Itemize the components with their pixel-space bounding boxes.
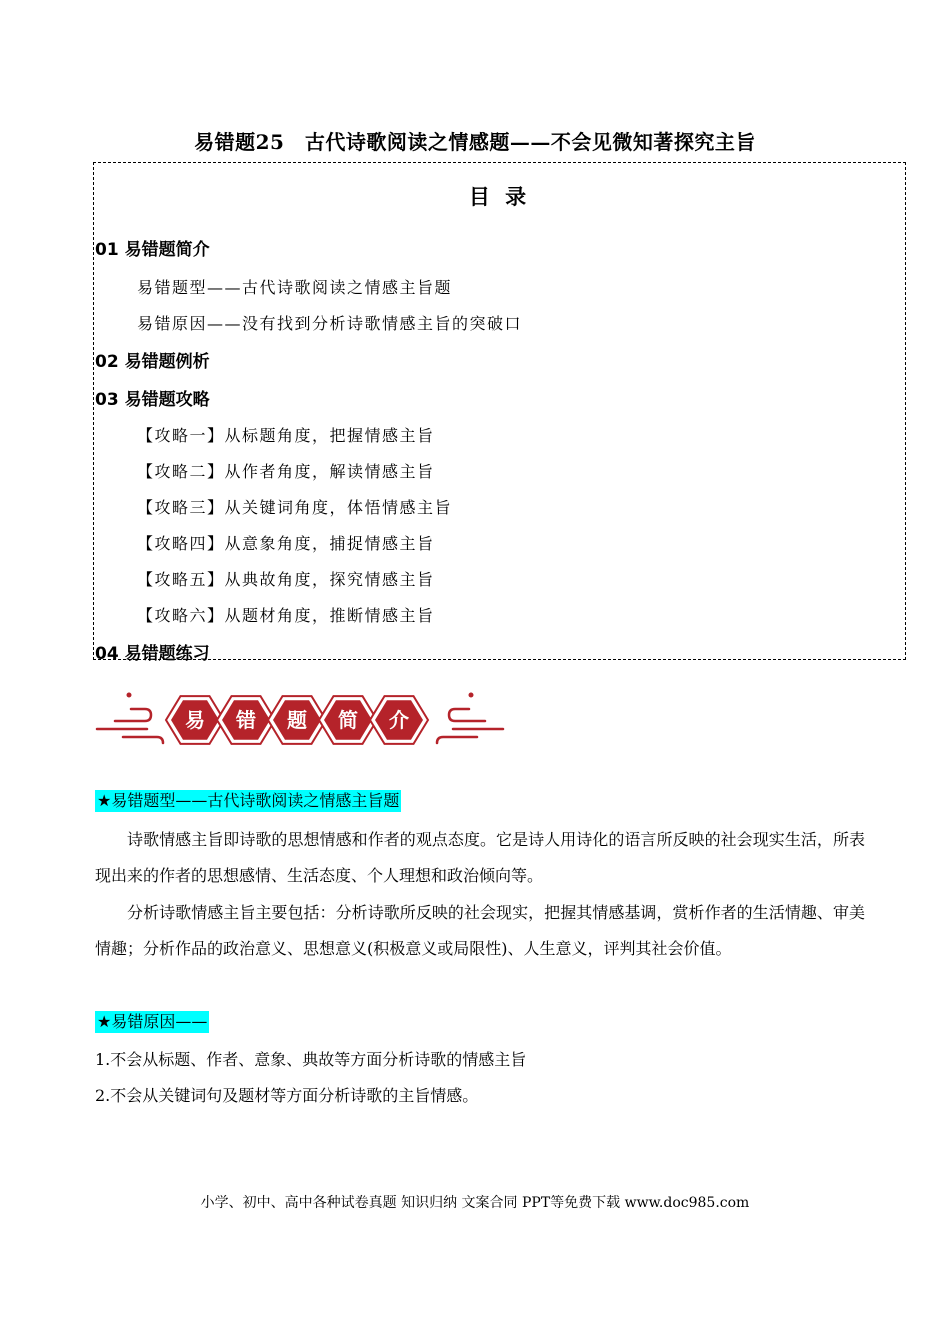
error-cause-item-1: 1.不会从标题、作者、意象、典故等方面分析诗歌的情感主旨 (95, 1050, 527, 1069)
section-heading-question-type: ★易错题型——古代诗歌阅读之情感主旨题 (97, 791, 400, 810)
banner-character: 易 (185, 708, 205, 732)
toc-item-strategy-5[interactable]: 【攻略五】从典故角度，探究情感主旨 (137, 570, 435, 589)
toc-section-practice[interactable]: 04 易错题练习 (95, 644, 210, 664)
banner-character: 错 (236, 708, 256, 732)
section-heading-error-cause: ★易错原因—— (97, 1012, 208, 1031)
toc-item-strategy-3[interactable]: 【攻略三】从关键词角度，体悟情感主旨 (137, 498, 453, 517)
toc-item-strategy-2[interactable]: 【攻略二】从作者角度，解读情感主旨 (137, 462, 435, 481)
banner-character: 简 (338, 708, 358, 732)
table-of-contents (93, 162, 906, 664)
toc-item-strategy-4[interactable]: 【攻略四】从意象角度，捕捉情感主旨 (137, 534, 435, 553)
toc-section-intro[interactable]: 01 易错题简介 (95, 240, 210, 260)
toc-item-strategy-6[interactable]: 【攻略六】从题材角度，推断情感主旨 (137, 606, 435, 625)
toc-heading: 目 录 (468, 185, 531, 209)
toc-item-error-cause[interactable]: 易错原因——没有找到分析诗歌情感主旨的突破口 (137, 314, 523, 333)
toc-section-examples[interactable]: 02 易错题例析 (95, 352, 210, 372)
toc-item-strategy-1[interactable]: 【攻略一】从标题角度，把握情感主旨 (137, 426, 435, 445)
paragraph-emotion-definition (95, 822, 865, 894)
page-footer: 小学、初中、高中各种试卷真题 知识归纳 文案合同 PPT等免费下载 www.doc985.com (200, 1195, 750, 1211)
document-title: 易错题25 古代诗歌阅读之情感题——不会见微知著探究主旨 (194, 130, 756, 154)
toc-item-question-type[interactable]: 易错题型——古代诗歌阅读之情感主旨题 (137, 278, 453, 297)
paragraph-emotion-definition-text: 诗歌情感主旨即诗歌的思想情感和作者的观点态度。它是诗人用诗化的语言所反映的社会现实生活，所表现出来的作者的思想感情、生活态度、个人理想和政治倾向等。 (95, 830, 865, 885)
paragraph-analysis-scope (95, 895, 865, 967)
error-cause-item-2: 2.不会从关键词句及题材等方面分析诗歌的主旨情感。 (95, 1086, 479, 1105)
toc-section-strategies[interactable]: 03 易错题攻略 (95, 390, 210, 410)
right-swirl-ornament (437, 693, 503, 744)
paragraph-analysis-scope-text: 分析诗歌情感主旨主要包括：分析诗歌所反映的社会现实，把握其情感基调，赏析作者的生活情趣、审美情趣；分析作品的政治意义、思想意义(积极意义或局限性)、人生意义，评判其社会价值。 (95, 903, 865, 958)
section-banner (95, 690, 505, 750)
banner-character: 题 (287, 708, 307, 732)
banner-character: 介 (389, 708, 409, 732)
left-swirl-ornament (97, 693, 163, 744)
